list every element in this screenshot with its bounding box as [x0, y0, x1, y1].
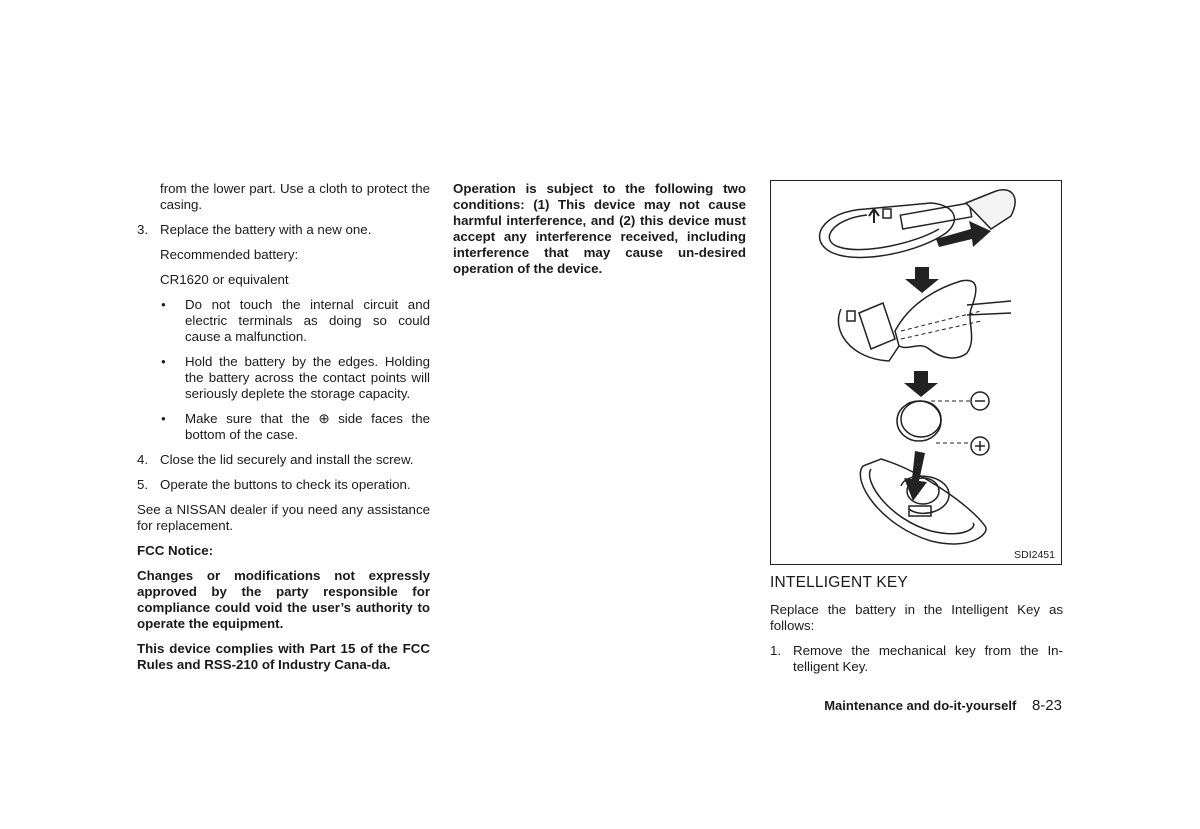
operation-conditions: Operation is subject to the following two conditions: (1) This device may not cause harmful interference, and (2) this device must accept any interference received, including interference that may cause un-desired operation of the device.: [453, 181, 746, 276]
step-number: 3.: [137, 222, 149, 237]
intro-text: from the lower part. Use a cloth to protect the casing.: [160, 181, 430, 212]
footer-section-title: Maintenance and do-it-yourself: [824, 698, 1017, 713]
bullet-icon: ●: [161, 414, 166, 423]
recommended-value: CR1620 or equivalent: [160, 272, 289, 287]
recommended-label: Recommended battery:: [160, 247, 299, 262]
step-4: [137, 452, 430, 468]
step-number: 1.: [770, 643, 782, 658]
step-text: Remove the mechanical key from the In-telligent Key.: [793, 643, 1063, 674]
bullet-item: [137, 411, 430, 443]
battery-replacement-figure: [770, 180, 1062, 565]
battery-diagram: [771, 181, 1063, 566]
step-text: Operate the buttons to check its operation.: [160, 477, 411, 492]
step-text: Close the lid securely and install the screw.: [160, 452, 414, 467]
page-footer: [824, 697, 1062, 714]
fcc-paragraph: This device complies with Part 15 of the FCC Rules and RSS-210 of Industry Cana-da.: [137, 641, 430, 672]
step-1: [770, 643, 1063, 675]
bullet-text-post: side faces the bottom of the case.: [185, 411, 430, 442]
middle-column: [453, 181, 746, 277]
bullet-text-pre: Make sure that the: [185, 411, 310, 426]
plus-side-icon: ⊕: [318, 411, 330, 426]
intro-text: Replace the battery in the Intelligent Key as follows:: [770, 602, 1063, 633]
step-5: [137, 477, 430, 493]
bullet-item: [137, 297, 430, 345]
bullet-text: Do not touch the internal circuit and electric terminals as doing so could cause a malfunction.: [185, 297, 430, 344]
right-column: [770, 573, 1063, 675]
step-number: 4.: [137, 452, 149, 467]
step-3: [137, 222, 430, 238]
page-number: 8-23: [1031, 697, 1062, 714]
dealer-note: See a NISSAN dealer if you need any assistance for replacement.: [137, 502, 430, 533]
key-removal-illustration: [820, 190, 1015, 258]
step-text: Replace the battery with a new one.: [160, 222, 372, 237]
left-column: [137, 181, 430, 673]
figure-code: SDI2451: [1014, 549, 1055, 561]
bullet-item: [137, 354, 430, 402]
down-arrow-icon: [905, 267, 939, 293]
section-heading: INTELLIGENT KEY: [770, 574, 908, 591]
bullet-text: Hold the battery by the edges. Holding the battery across the contact points will seriously deplete the storage capacity.: [185, 354, 430, 401]
battery-illustration: [860, 392, 989, 544]
bullet-icon: ●: [161, 357, 166, 366]
lid-opening-illustration: [838, 280, 1011, 361]
down-arrow-icon: [904, 371, 938, 397]
bullet-icon: ●: [161, 300, 166, 309]
step-number: 5.: [137, 477, 149, 492]
fcc-heading: FCC Notice:: [137, 543, 214, 558]
fcc-paragraph: Changes or modifications not expressly approved by the party responsible for compliance could void the user’s authority to operate the equipment.: [137, 568, 430, 631]
